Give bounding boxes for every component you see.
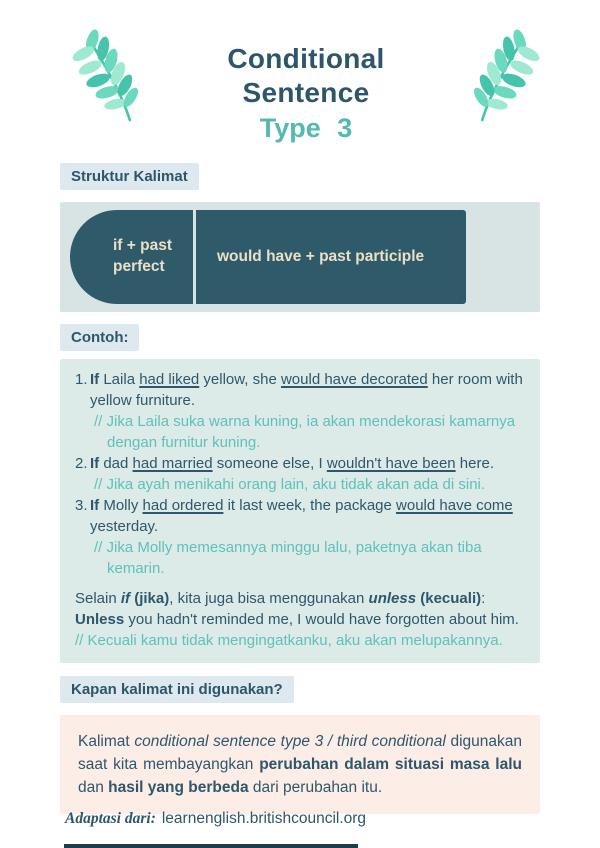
leaf-branch-left-icon bbox=[70, 28, 160, 122]
example-item bbox=[75, 453, 526, 495]
leaf-branch-right-icon bbox=[452, 28, 542, 122]
unless-translation: // Kecuali kamu tidak mengingatkanku, aku akan melupakannya. bbox=[75, 631, 503, 649]
unless-sentence: Unless you hadn't reminded me, I would have forgotten about him. bbox=[75, 610, 519, 628]
footer-source: learnenglish.britishcouncil.org bbox=[161, 810, 367, 827]
unless-intro: Selain if (jika), kita juga bisa menggunakan unless (kecuali): bbox=[75, 589, 486, 607]
example-number: 2. bbox=[75, 454, 88, 472]
example-number: 1. bbox=[75, 370, 88, 388]
formula-if-clause-label: if + past perfect bbox=[113, 237, 173, 275]
structure-section bbox=[60, 163, 540, 190]
structure-badge: Struktur Kalimat bbox=[60, 163, 199, 190]
example-english: If Laila had liked yellow, she would have decorated her room with yellow furniture. bbox=[90, 370, 523, 409]
usage-section bbox=[60, 676, 540, 703]
example-translation: // Jika ayah menikahi orang lain, aku tidak akan ada di sini. bbox=[94, 475, 486, 493]
header bbox=[0, 0, 600, 145]
example-body bbox=[90, 495, 526, 579]
example-item bbox=[75, 369, 526, 453]
example-translation: // Jika Laila suka warna kuning, ia akan mendekorasi kamarnya dengan furnitur kuning. bbox=[94, 412, 516, 451]
footer bbox=[65, 810, 366, 828]
example-english: If dad had married someone else, I wouldn't have been here. bbox=[90, 454, 494, 472]
examples-badge: Contoh: bbox=[60, 324, 139, 351]
formula-main-clause-label: would have + past participle bbox=[217, 247, 425, 265]
title-block bbox=[160, 28, 452, 145]
formula-if-clause bbox=[70, 210, 193, 304]
bottom-bar bbox=[64, 844, 358, 848]
footer-label: Adaptasi dari: bbox=[65, 810, 156, 827]
unless-note bbox=[75, 588, 526, 651]
example-body bbox=[90, 369, 526, 453]
example-translation: // Jika Molly memesannya minggu lalu, paketnya akan tiba kemarin. bbox=[94, 538, 482, 577]
page-subtitle: Type 3 bbox=[259, 113, 353, 144]
structure-panel bbox=[60, 202, 540, 312]
examples-section bbox=[60, 324, 540, 351]
example-number: 3. bbox=[75, 496, 88, 514]
content bbox=[0, 163, 600, 815]
usage-panel bbox=[60, 715, 540, 815]
usage-body: Kalimat conditional sentence type 3 / third conditional digunakan saat kita membayangkan perubahan dalam situasi masa lalu dan hasil yang berbeda dari perubahan itu. bbox=[78, 732, 522, 797]
usage-badge: Kapan kalimat ini digunakan? bbox=[60, 676, 294, 703]
example-body bbox=[90, 453, 526, 495]
example-item bbox=[75, 495, 526, 579]
examples-panel bbox=[60, 359, 540, 663]
formula-shape bbox=[70, 210, 466, 304]
formula-main-clause bbox=[196, 210, 466, 304]
example-english: If Molly had ordered it last week, the package would have come yesterday. bbox=[90, 496, 513, 535]
page-title: Conditional Sentence bbox=[227, 43, 385, 108]
